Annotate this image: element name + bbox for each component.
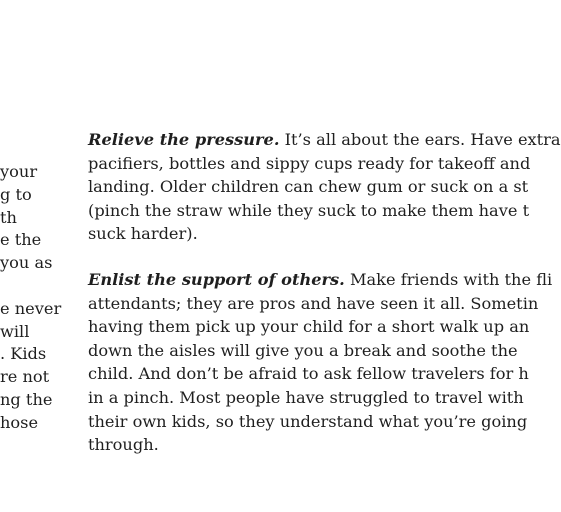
text-line (88, 128, 561, 152)
main-text-column (88, 128, 561, 457)
text-line: pacifiers, bottles and sippy cups ready for takeoff and (88, 153, 531, 173)
previous-page-column-fragment (0, 161, 60, 435)
left-text-line: you as (0, 253, 53, 273)
text-line (88, 268, 553, 292)
text-line: having them pick up your child for a short walk up an (88, 317, 530, 337)
left-text-line: hose (0, 412, 39, 432)
left-text-line: e never (0, 298, 62, 318)
paragraph-relieve-pressure (88, 128, 561, 246)
paragraph-enlist-support (88, 268, 553, 457)
text-line: their own kids, so they understand what you’re going (88, 411, 528, 431)
left-text-line: . Kids (0, 344, 47, 364)
text-line: attendants; they are pros and have seen it all. Sometin (88, 293, 539, 313)
left-text-line: th (0, 207, 17, 227)
text-run: Make friends with the fli (344, 269, 553, 289)
text-line: landing. Older children can chew gum or suck on a st (88, 177, 529, 197)
left-text-line: your (0, 162, 38, 181)
text-line: child. And don’t be afraid to ask fellow travelers for h (88, 364, 529, 384)
text-run: It’s all about the ears. Have extra (279, 130, 561, 149)
left-text-line: g to (0, 184, 32, 204)
text-line: in a pinch. Most people have struggled to travel with (88, 387, 524, 407)
paragraph-gap (0, 275, 60, 298)
paragraph-lead-heading: Relieve the pressure. (88, 130, 280, 149)
left-text-line: will (0, 321, 30, 341)
paragraph-lead-heading: Enlist the support of others. (88, 269, 345, 289)
text-line: suck harder). (88, 224, 198, 244)
text-line: through. (88, 435, 159, 455)
text-line: (pinch the straw while they suck to make them have t (88, 200, 530, 220)
text-line: down the aisles will give you a break and soothe the (88, 340, 518, 360)
left-text-line: ng the (0, 389, 53, 409)
left-text-line: re not (0, 367, 50, 387)
left-text-line: e the (0, 230, 42, 250)
